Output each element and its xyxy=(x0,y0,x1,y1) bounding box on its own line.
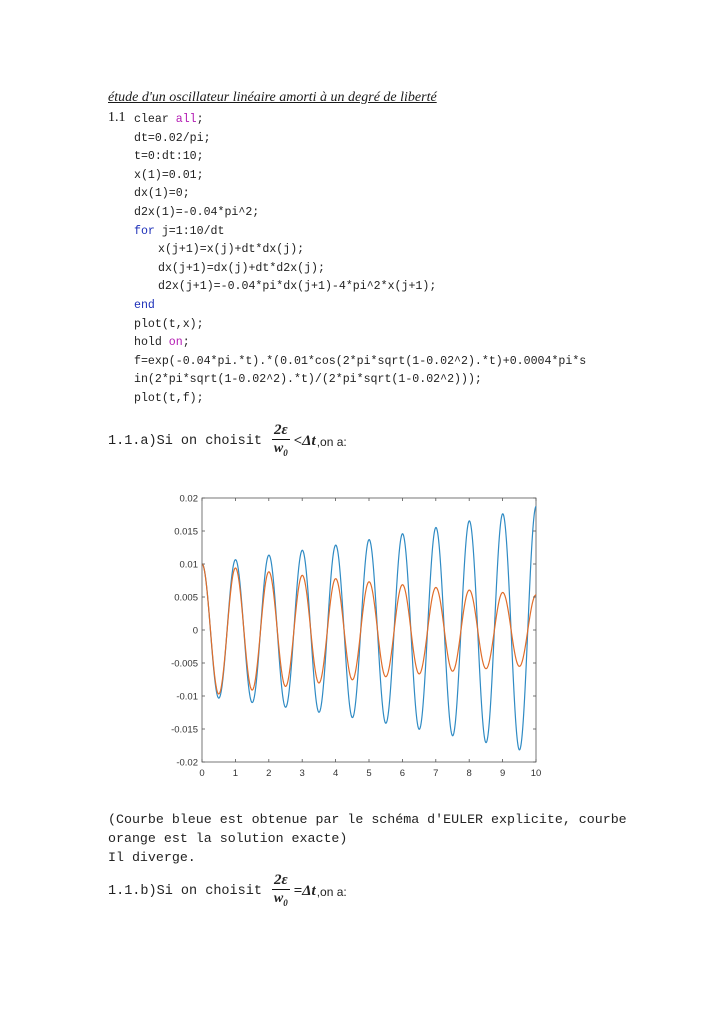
y-tick-label: 0.02 xyxy=(179,493,198,505)
question-b-prefix: 1.1.b)Si on choisit xyxy=(108,884,262,900)
question-a-relation: <Δt xyxy=(293,433,316,450)
document-heading: étude d'un oscillateur linéaire amorti à un degré de liberté xyxy=(108,90,437,105)
code-line: plot(t,f); xyxy=(134,391,204,405)
code-line: clear all; xyxy=(134,113,204,126)
y-tick-label: 0.01 xyxy=(179,559,198,571)
chart-caption xyxy=(108,810,627,867)
question-b-relation: =Δt xyxy=(293,883,316,900)
code-line: d2x(1)=-0.04*pi^2; xyxy=(134,205,260,219)
code-line: dt=0.02/pi; xyxy=(134,131,211,145)
section-number: 1.1 xyxy=(108,110,126,125)
x-tick-label: 4 xyxy=(332,768,339,779)
code-line: f=exp(-0.04*pi.*t).*(0.01*cos(2*pi*sqrt(1-0.02^2).*t)+0.0004*pi*s xyxy=(134,354,587,368)
question-a-prefix: 1.1.a)Si on choisit xyxy=(108,434,262,450)
question-b-numerator: 2ε xyxy=(273,872,288,888)
x-tick-label: 10 xyxy=(530,768,542,779)
question-a-denominator: $w_0$ xyxy=(273,441,288,458)
code-line: in(2*pi*sqrt(1-0.02^2).*t)/(2*pi*sqrt(1-0.02^2))); xyxy=(134,373,482,387)
code-line: end xyxy=(134,298,155,312)
matlab-code-block xyxy=(134,111,586,409)
y-tick-label: -0.015 xyxy=(171,724,198,736)
y-tick-label: 0.015 xyxy=(174,526,198,538)
plot-area xyxy=(202,498,536,762)
question-b-fraction xyxy=(272,872,290,912)
x-tick-label: 7 xyxy=(433,768,439,779)
code-line: hold on; xyxy=(134,336,190,350)
y-tick-label: -0.01 xyxy=(176,691,198,703)
code-line: dx(1)=0; xyxy=(134,187,190,201)
question-a-numerator: 2ε xyxy=(273,422,288,438)
x-tick-label: 0 xyxy=(199,768,205,779)
x-tick-label: 2 xyxy=(266,768,272,779)
code-line: dx(j+1)=dx(j)+dt*d2x(j); xyxy=(158,261,325,275)
y-tick-label: -0.02 xyxy=(176,757,198,769)
oscillation-chart xyxy=(150,488,560,788)
y-tick-label: 0.005 xyxy=(174,592,198,604)
code-line: plot(t,x); xyxy=(134,317,204,331)
question-a-fraction xyxy=(272,422,290,462)
question-b-tail: ,on a: xyxy=(316,884,347,899)
code-line: x(j+1)=x(j)+dt*dx(j); xyxy=(158,243,305,257)
x-tick-label: 6 xyxy=(399,768,406,779)
code-line: x(1)=0.01; xyxy=(134,168,204,182)
caption-line: orange est la solution exacte) xyxy=(108,831,348,846)
question-b xyxy=(108,872,347,912)
code-line: for j=1:10/dt xyxy=(134,224,225,238)
x-tick-label: 1 xyxy=(232,768,239,779)
x-tick-label: 5 xyxy=(366,768,372,779)
question-a xyxy=(108,422,347,462)
y-tick-label: 0 xyxy=(192,625,198,637)
x-tick-label: 3 xyxy=(299,768,305,779)
code-line: t=0:dt:10; xyxy=(134,150,204,164)
question-a-tail: ,on a: xyxy=(316,434,347,449)
question-b-denominator: $w_0$ xyxy=(273,891,288,908)
x-tick-label: 9 xyxy=(499,768,506,779)
code-line: d2x(j+1)=-0.04*pi*dx(j+1)-4*pi^2*x(j+1); xyxy=(158,280,437,294)
x-tick-label: 8 xyxy=(466,768,472,779)
caption-line: Il diverge. xyxy=(108,850,196,865)
caption-line: (Courbe bleue est obtenue par le schéma d'EULER explicite, courbe xyxy=(108,812,627,827)
y-tick-label: -0.005 xyxy=(171,658,198,670)
